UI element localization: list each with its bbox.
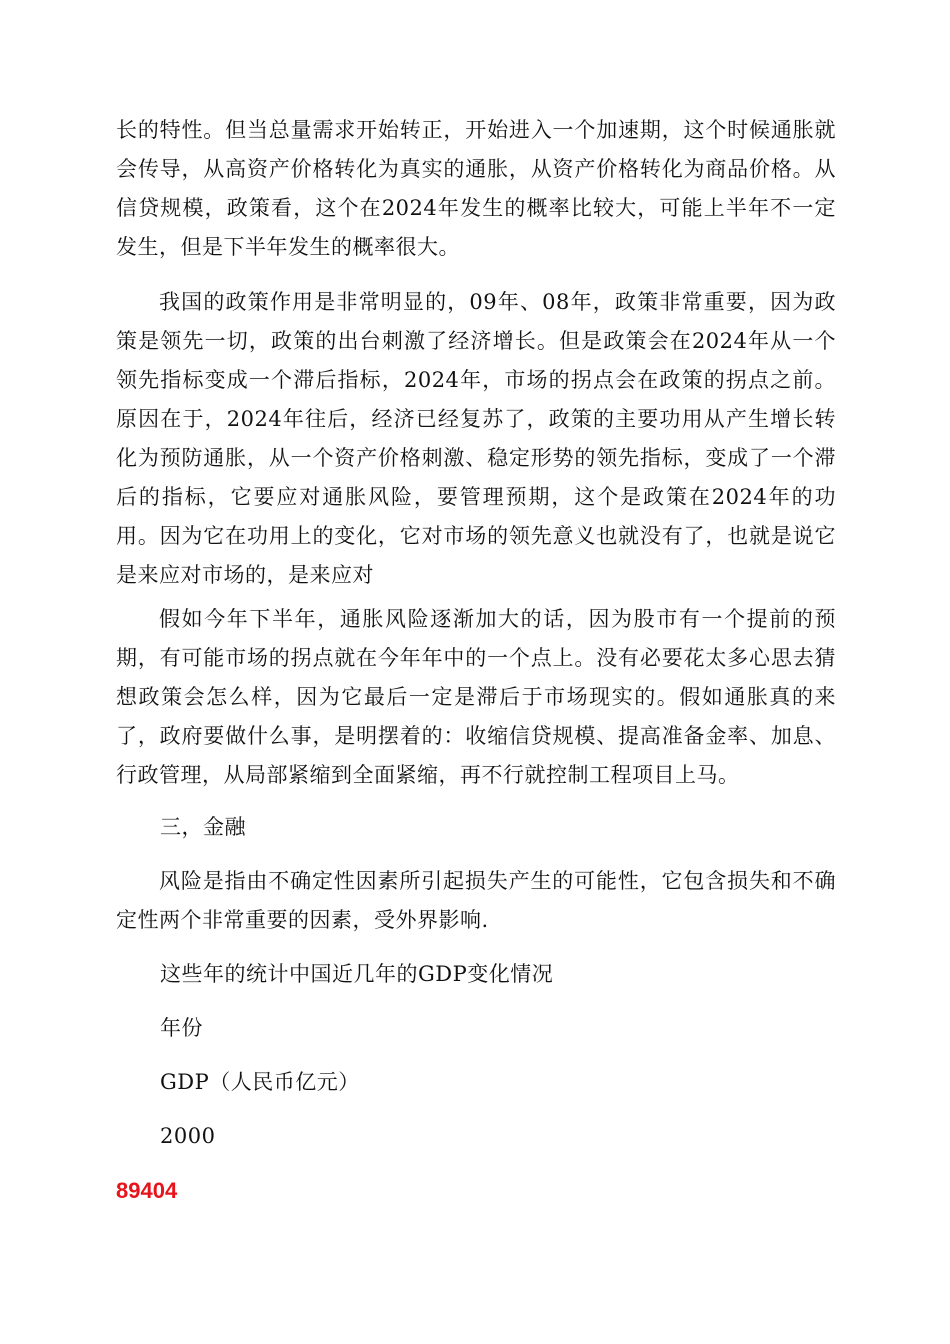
section-heading: 三，金融 xyxy=(160,815,246,839)
paragraph-policy-role: 我国的政策作用是非常明显的，09年、08年，政策非常重要，因为政策是领先一切，政策的出台刺激了经济增长。但是政策会在2024年从一个领先指标变成一个滞后指标，2024年，市场的拐点会在政策的拐点之前。原因在于，2024年往后，经济已经复苏了，政策的主要功用从产生增长转化为预防通胀，从一个资产价格刺激、稳定形势的领先指标，变成了一个滞后的指标，它要应对通胀风险，要管理预期，这个是政策在2024年的功用。因为它在功用上的变化，它对市场的领先意义也就没有了，也就是说它是来应对市场的，是来应对 xyxy=(116,290,836,587)
paragraph-risk-definition: 风险是指由不确定性因素所引起损失产生的可能性，它包含损失和不确定性两个非常重要的因素，受外界影响. xyxy=(116,869,836,932)
table-gdp-value: 89404 xyxy=(116,1178,178,1203)
paragraph-inflation-risk: 假如今年下半年，通胀风险逐渐加大的话，因为股市有一个提前的预期，有可能市场的拐点就在今年年中的一个点上。没有必要花太多心思去猜想政策会怎么样，因为它最后一定是滞后于市场现实的。假如通胀真的来了，政府要做什么事，是明摆着的：收缩信贷规模、提高准备金率、加息、行政管理，从局部紧缩到全面紧缩，再不行就控制工程项目上马。 xyxy=(116,607,836,787)
table-header-year: 年份 xyxy=(160,1016,203,1040)
table-header-gdp: GDP（人民币亿元） xyxy=(160,1070,360,1094)
paragraph-inflation-transmission: 长的特性。但当总量需求开始转正，开始进入一个加速期，这个时候通胀就会传导，从高资产价格转化为真实的通胀，从资产价格转化为商品价格。从信贷规模，政策看，这个在2024年发生的概率比较大，可能上半年不一定发生，但是下半年发生的概率很大。 xyxy=(116,118,836,259)
table-intro: 这些年的统计中国近几年的GDP变化情况 xyxy=(160,962,554,986)
table-year-value: 2000 xyxy=(160,1124,216,1148)
